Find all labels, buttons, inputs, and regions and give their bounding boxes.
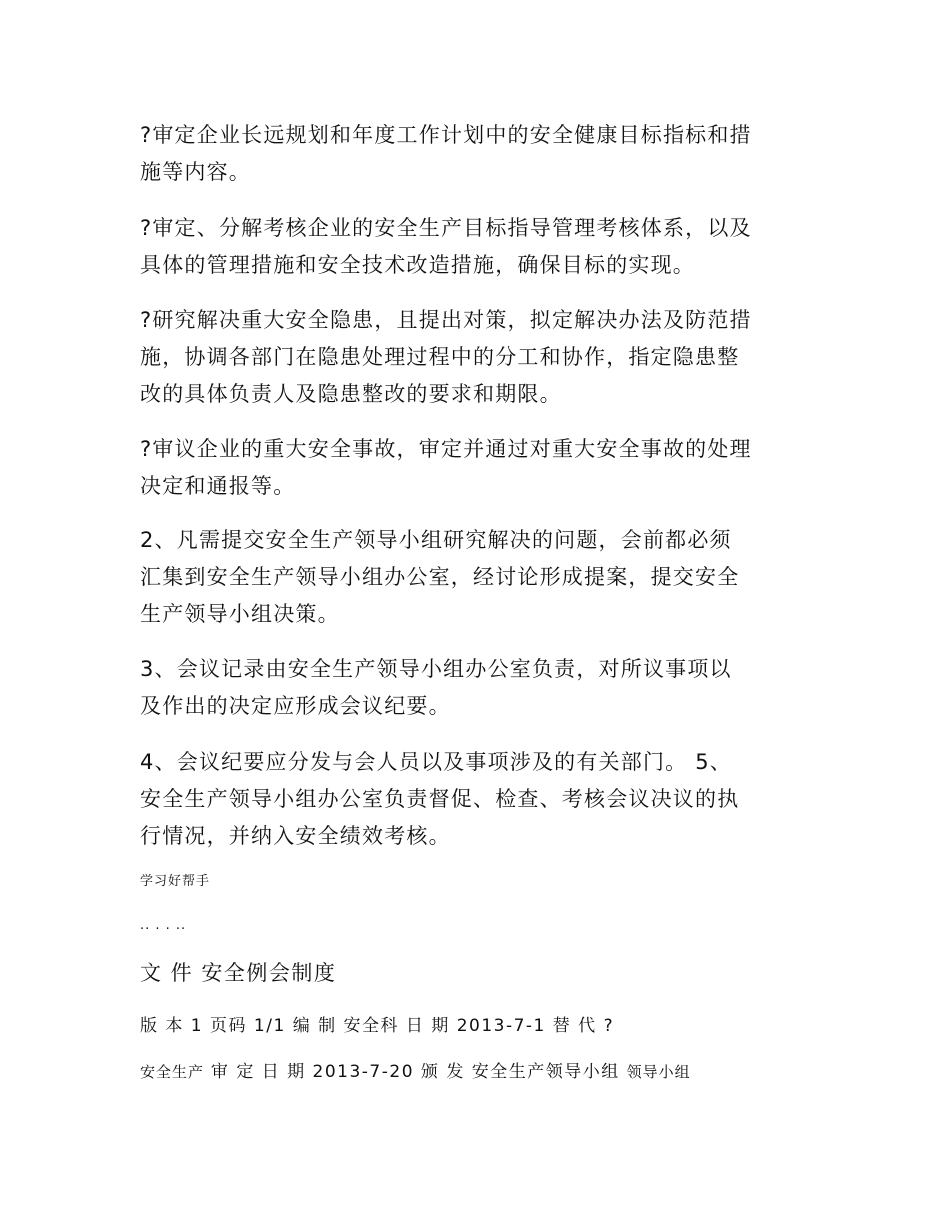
paragraph-line: 及作出的决定应形成会议纪要。 xyxy=(140,694,451,718)
paragraph-line: ?审定企业长远规划和年度工作计划中的安全健康目标指标和措 xyxy=(140,123,752,147)
paragraph-line: 改的具体负责人及隐患整改的要求和期限。 xyxy=(140,382,562,406)
footer-note: 学习好帮手 xyxy=(140,874,211,889)
meta-line-2-suffix: 领导小组 xyxy=(626,1063,691,1081)
paragraph-7 xyxy=(140,744,820,855)
paragraph-line: 施，协调各部门在隐患处理过程中的分工和协作，指定隐患整 xyxy=(140,345,740,369)
paragraph-line: 生产领导小组决策。 xyxy=(140,602,340,626)
paragraph-3 xyxy=(140,302,820,413)
paragraph-line: ?研究解决重大安全隐患，且提出对策，拟定解决办法及防范措 xyxy=(140,308,752,332)
paragraph-line: 施等内容。 xyxy=(140,160,251,184)
paragraph-2 xyxy=(140,210,820,284)
paragraph-5 xyxy=(140,522,820,633)
paragraph-line: 汇集到安全生产领导小组办公室，经讨论形成提案，提交安全 xyxy=(140,565,740,589)
paragraph-line: ?审议企业的重大安全事故，审定并通过对重大安全事故的处理 xyxy=(140,437,752,461)
document-title: 文 件 安全例会制度 xyxy=(140,961,337,985)
paragraph-line: 行情况，并纳入安全绩效考核。 xyxy=(140,824,451,848)
paragraph-line: 具体的管理措施和安全技术改造措施，确保目标的实现。 xyxy=(140,253,695,277)
paragraph-line: 2、凡需提交安全生产领导小组研究解决的问题，会前都必须 xyxy=(140,528,732,552)
paragraph-line: 3、会议记录由安全生产领导小组办公室负责，对所议事项以 xyxy=(140,657,732,681)
meta-line-2-prefix: 安全生产 xyxy=(140,1063,205,1081)
meta-line-2 xyxy=(140,1060,691,1084)
meta-line-1: 版 本 1 页码 1/1 编 制 安全科 日 期 2013-7-1 替 代 ? xyxy=(140,1016,615,1036)
paragraph-1 xyxy=(140,117,820,191)
paragraph-6 xyxy=(140,651,820,725)
paragraph-line: 4、会议纪要应分发与会人员以及事项涉及的有关部门。 5、 xyxy=(140,750,732,774)
meta-line-2-main: 审 定 日 期 2013-7-20 颁 发 安全生产领导小组 xyxy=(204,1062,627,1082)
paragraph-4 xyxy=(140,431,820,505)
paragraph-line: 决定和通报等。 xyxy=(140,474,296,498)
dots-separator: .. . . .. xyxy=(140,918,187,933)
paragraph-line: 安全生产领导小组办公室负责督促、检查、考核会议决议的执 xyxy=(140,787,740,811)
paragraph-line: ?审定、分解考核企业的安全生产目标指导管理考核体系，以及 xyxy=(140,216,752,240)
